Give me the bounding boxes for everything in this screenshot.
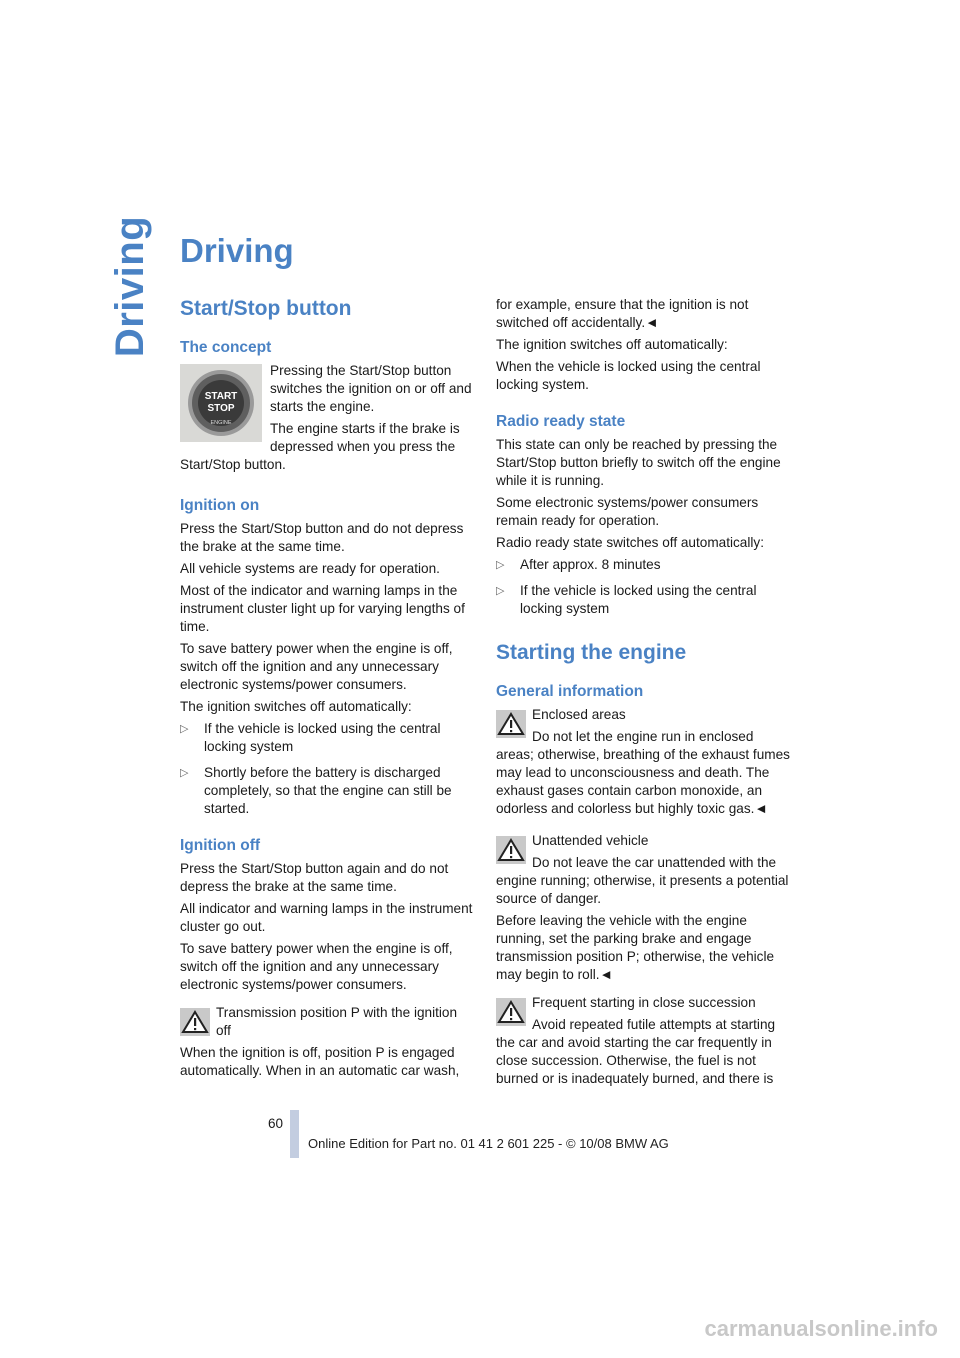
warning-frequent-text: Avoid repeated futile attempts at starting the car and avoid starting the car frequently in close succession. Otherwise, the fuel is not burned or is inadequately burned, and there is	[496, 1017, 776, 1086]
watermark: carmanualsonline.info	[704, 1316, 938, 1341]
heading-starting-engine: Starting the engine	[496, 641, 687, 664]
side-tab-label: Driving	[108, 215, 153, 357]
list-item: ▷ After approx. 8 minutes	[496, 557, 661, 572]
continued-paragraph-3: When the vehicle is locked using the central locking system.	[496, 359, 761, 392]
ignition-on-paragraph-2: All vehicle systems are ready for operation.	[180, 561, 440, 576]
button-start-text: START	[204, 391, 238, 402]
list-item: ▷ If the vehicle is locked using the central locking system	[180, 721, 441, 754]
radio-list	[496, 556, 791, 618]
triangle-bullet-icon: ▷	[496, 559, 505, 571]
ignition-on-list	[180, 720, 475, 818]
left-column	[180, 296, 475, 1084]
footer-bar	[290, 1110, 299, 1158]
side-tab	[108, 215, 154, 357]
heading-radio-ready: Radio ready state	[496, 413, 626, 430]
heading-general-information: General information	[496, 683, 644, 700]
heading-ignition-off: Ignition off	[180, 837, 261, 854]
warning-triangle-icon	[496, 998, 526, 1026]
ignition-off-paragraph-3: To save battery power when the engine is off, switch off the ignition and any unnecessary electronic systems/power consumers.	[180, 941, 453, 992]
start-stop-button-image	[180, 364, 262, 442]
ignition-off-paragraph-2: All indicator and warning lamps in the instrument cluster go out.	[180, 901, 473, 934]
continued-paragraph-2: The ignition switches off automatically:	[496, 337, 728, 352]
warning-unattended-text: Do not leave the car unattended with the engine running; otherwise, it presents a potential source of danger.	[496, 855, 789, 906]
warning-unattended-title: Unattended vehicle	[532, 833, 649, 848]
warning-triangle-icon	[180, 1008, 210, 1036]
ignition-off-paragraph-1: Press the Start/Stop button again and do not depress the brake at the same time.	[180, 861, 449, 894]
triangle-bullet-icon: ▷	[180, 723, 189, 735]
button-stop-text: STOP	[207, 403, 235, 414]
radio-paragraph-3: Radio ready state switches off automatically:	[496, 535, 764, 550]
ignition-on-paragraph-4: To save battery power when the engine is off, switch off the ignition and any unnecessary electronic systems/power consumers.	[180, 641, 453, 692]
warning-unattended-text-2: Before leaving the vehicle with the engine running, set the parking brake and engage transmission position P; otherwise, the vehicle may begin to roll.◄	[496, 913, 775, 982]
triangle-bullet-icon: ▷	[180, 767, 189, 779]
warning-transmission	[180, 1004, 475, 1080]
warning-triangle-icon	[496, 710, 526, 738]
continued-paragraph-1: for example, ensure that the ignition is not switched off accidentally.◄	[496, 297, 749, 330]
right-column	[496, 296, 791, 1092]
warning-transmission-title: Transmission position P with the ignition off	[216, 1005, 458, 1038]
warning-unattended-vehicle	[496, 832, 791, 984]
heading-concept: The concept	[180, 339, 272, 356]
list-item: ▷ Shortly before the battery is discharged completely, so that the engine can still be started.	[180, 765, 452, 816]
list-item: ▷ If the vehicle is locked using the central locking system	[496, 583, 757, 616]
warning-frequent-starting	[496, 994, 791, 1088]
radio-paragraph-1: This state can only be reached by pressing the Start/Stop button briefly to switch off the engine while it is running.	[496, 437, 781, 488]
warning-enclosed-title: Enclosed areas	[532, 707, 626, 722]
concept-paragraph-1: Pressing the Start/Stop button switches the ignition on or off and starts the engine.	[270, 363, 472, 414]
heading-ignition-on: Ignition on	[180, 497, 260, 514]
ignition-on-paragraph-5: The ignition switches off automatically:	[180, 699, 412, 714]
concept-paragraph-2: The engine starts if the brake is depressed when you press the Start/Stop button.	[180, 421, 460, 472]
heading-start-stop: Start/Stop button	[180, 297, 352, 320]
ignition-on-paragraph-3: Most of the indicator and warning lamps in the instrument cluster light up for varying lengths of time.	[180, 583, 465, 634]
radio-paragraph-2: Some electronic systems/power consumers remain ready for operation.	[496, 495, 759, 528]
button-engine-text: ENGINE	[210, 420, 232, 426]
triangle-bullet-icon: ▷	[496, 585, 505, 597]
warning-enclosed-text: Do not let the engine run in enclosed areas; otherwise, breathing of the exhaust fumes may lead to unconsciousness and death. The exhaust gases contain carbon monoxide, an odorless and colorless but highly toxic gas.◄	[496, 729, 790, 816]
warning-frequent-title: Frequent starting in close succession	[532, 995, 756, 1010]
page-number: 60	[268, 1116, 284, 1131]
ignition-on-paragraph-1: Press the Start/Stop button and do not depress the brake at the same time.	[180, 521, 464, 554]
warning-transmission-text: When the ignition is off, position P is engaged automatically. When in an automatic car wash,	[180, 1045, 460, 1078]
page-title: Driving	[180, 232, 294, 269]
warning-enclosed-areas	[496, 706, 791, 822]
warning-triangle-icon	[496, 836, 526, 864]
footer-edition-text: Online Edition for Part no. 01 41 2 601 225 - © 10/08 BMW AG	[308, 1136, 669, 1151]
